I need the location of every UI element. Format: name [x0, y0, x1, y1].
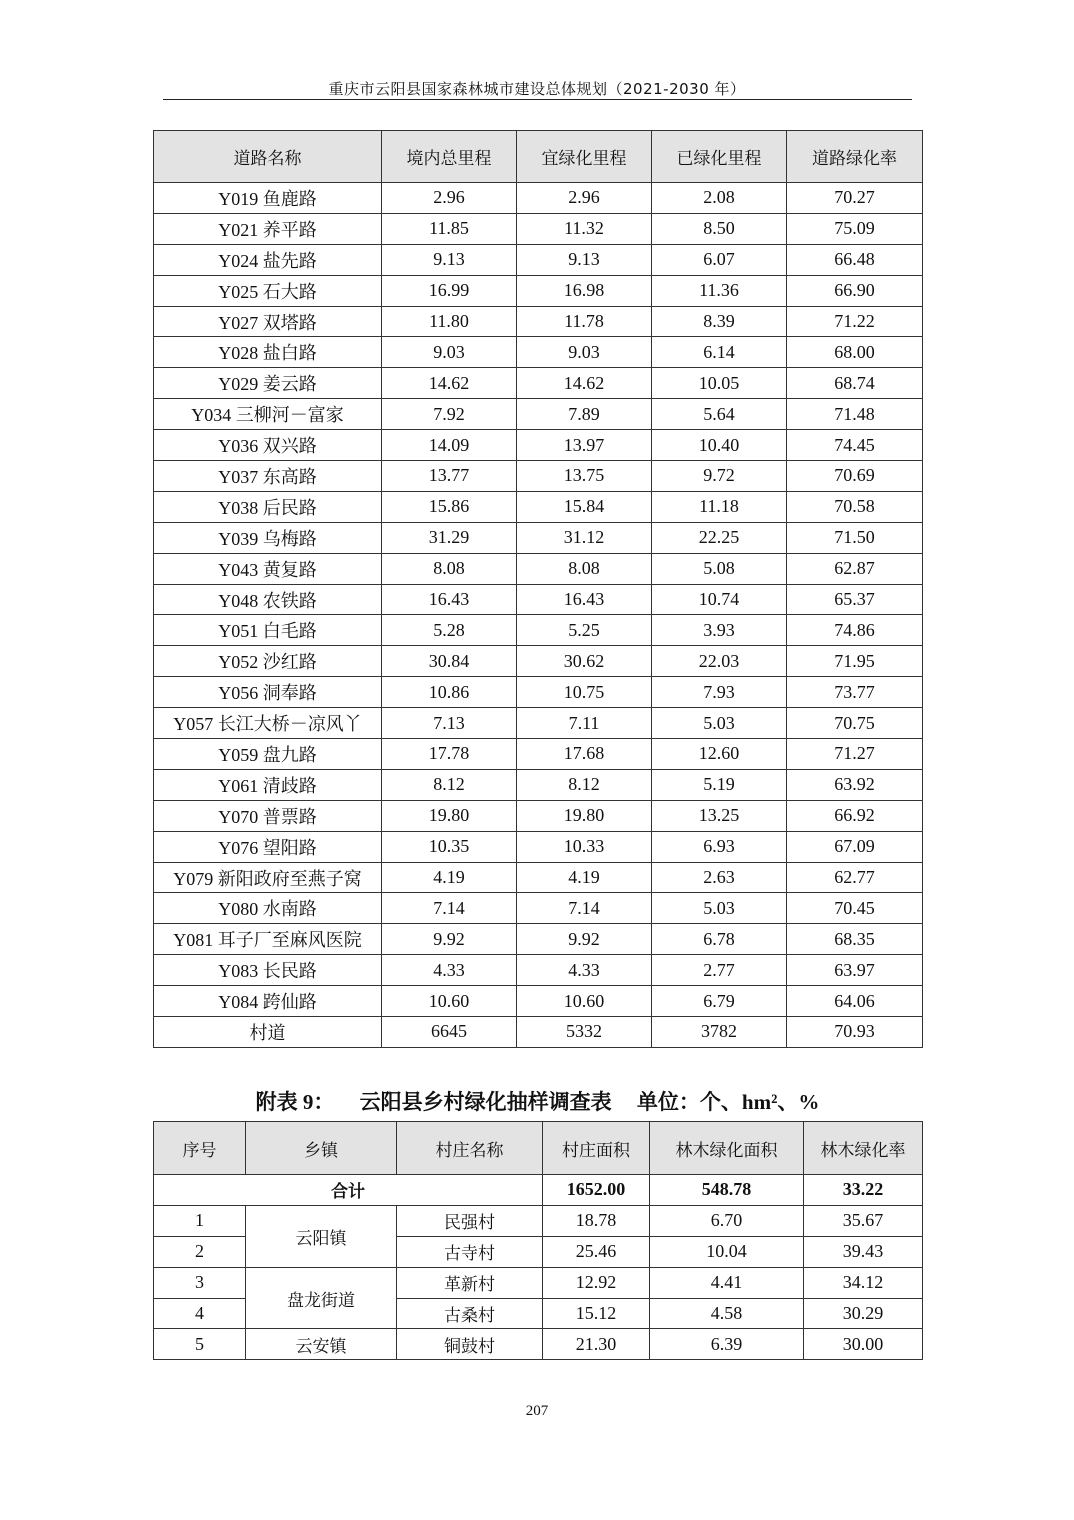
- greened-mileage: 8.39: [652, 306, 787, 337]
- greened-mileage: 6.07: [652, 244, 787, 275]
- header-rule: [163, 99, 912, 100]
- greenable-mileage: 9.92: [517, 924, 652, 955]
- table-row: [154, 646, 923, 677]
- greenable-mileage: 31.12: [517, 522, 652, 553]
- greened-mileage: 10.05: [652, 368, 787, 399]
- total-mileage: 6645: [382, 1017, 517, 1048]
- table-row: [154, 430, 923, 461]
- road-name: Y027 双塔路: [154, 306, 382, 337]
- greenable-mileage: 19.80: [517, 800, 652, 831]
- greening-rate: 74.86: [787, 615, 923, 646]
- road-name: Y037 东高路: [154, 461, 382, 492]
- greenable-mileage: 15.84: [517, 491, 652, 522]
- greened-mileage: 11.18: [652, 491, 787, 522]
- greening-rate: 66.48: [787, 244, 923, 275]
- total-row: [154, 1175, 923, 1206]
- table-row: [154, 522, 923, 553]
- greened-mileage: 5.03: [652, 708, 787, 739]
- greenable-mileage: 2.96: [517, 183, 652, 214]
- column-header: 已绿化里程: [652, 131, 787, 183]
- table-row: [154, 955, 923, 986]
- village-area: 18.78: [543, 1205, 650, 1236]
- column-header: 林木绿化面积: [650, 1122, 804, 1175]
- greenable-mileage: 16.43: [517, 584, 652, 615]
- green-rate: 34.12: [804, 1267, 923, 1298]
- green-rate: 30.00: [804, 1329, 923, 1360]
- column-header: 宜绿化里程: [517, 131, 652, 183]
- greenable-mileage: 10.75: [517, 677, 652, 708]
- greenable-mileage: 13.75: [517, 461, 652, 492]
- total-mileage: 2.96: [382, 183, 517, 214]
- greening-rate: 63.92: [787, 769, 923, 800]
- greening-rate: 71.22: [787, 306, 923, 337]
- greened-mileage: 5.19: [652, 769, 787, 800]
- greened-mileage: 7.93: [652, 677, 787, 708]
- greening-rate: 71.50: [787, 522, 923, 553]
- caption-label: 附表 9：: [255, 1090, 335, 1114]
- village-name: 古桑村: [397, 1298, 543, 1329]
- greening-rate: 70.58: [787, 491, 923, 522]
- table-row: [154, 677, 923, 708]
- total-mileage: 9.13: [382, 244, 517, 275]
- greened-mileage: 5.64: [652, 399, 787, 430]
- table-row: [154, 461, 923, 492]
- greening-rate: 68.35: [787, 924, 923, 955]
- greenable-mileage: 9.13: [517, 244, 652, 275]
- total-mileage: 11.85: [382, 213, 517, 244]
- column-header: 序号: [154, 1122, 246, 1175]
- column-header: 村庄面积: [543, 1122, 650, 1175]
- greenable-mileage: 5332: [517, 1017, 652, 1048]
- road-name: Y061 清歧路: [154, 769, 382, 800]
- road-name: Y038 后民路: [154, 491, 382, 522]
- village-area: 15.12: [543, 1298, 650, 1329]
- total-mileage: 10.35: [382, 831, 517, 862]
- greenable-mileage: 16.98: [517, 275, 652, 306]
- road-name: Y029 姜云路: [154, 368, 382, 399]
- greenable-mileage: 14.62: [517, 368, 652, 399]
- total-mileage: 16.99: [382, 275, 517, 306]
- column-header: 境内总里程: [382, 131, 517, 183]
- town-cell: 云阳镇: [246, 1205, 397, 1267]
- caption-unit: 单位：个、hm²、%: [636, 1090, 820, 1114]
- village-area: 12.92: [543, 1267, 650, 1298]
- village-area: 21.30: [543, 1329, 650, 1360]
- table-row: [154, 553, 923, 584]
- table-header-row: [154, 131, 923, 183]
- total-area: 1652.00: [543, 1175, 650, 1206]
- greenable-mileage: 11.78: [517, 306, 652, 337]
- total-mileage: 7.92: [382, 399, 517, 430]
- table-row: [154, 615, 923, 646]
- road-name: Y025 石大路: [154, 275, 382, 306]
- road-name: Y076 望阳路: [154, 831, 382, 862]
- table-row: [154, 862, 923, 893]
- row-number: 5: [154, 1329, 246, 1360]
- table-row: [154, 337, 923, 368]
- greening-rate: 62.77: [787, 862, 923, 893]
- row-number: 3: [154, 1267, 246, 1298]
- total-mileage: 4.33: [382, 955, 517, 986]
- town-cell: 盘龙街道: [246, 1267, 397, 1329]
- greening-rate: 68.74: [787, 368, 923, 399]
- greened-mileage: 3782: [652, 1017, 787, 1048]
- greening-rate: 71.48: [787, 399, 923, 430]
- column-header: 林木绿化率: [804, 1122, 923, 1175]
- greened-mileage: 3.93: [652, 615, 787, 646]
- caption-title: 云阳县乡村绿化抽样调查表: [359, 1090, 612, 1114]
- greening-rate: 64.06: [787, 986, 923, 1017]
- road-name: Y048 农铁路: [154, 584, 382, 615]
- table-row: [154, 244, 923, 275]
- greening-rate: 71.95: [787, 646, 923, 677]
- greened-mileage: 2.08: [652, 183, 787, 214]
- greening-rate: 68.00: [787, 337, 923, 368]
- greened-mileage: 2.63: [652, 862, 787, 893]
- greening-rate: 73.77: [787, 677, 923, 708]
- table-row: [154, 800, 923, 831]
- table-row: [154, 924, 923, 955]
- greenable-mileage: 7.11: [517, 708, 652, 739]
- greened-mileage: 8.50: [652, 213, 787, 244]
- total-mileage: 7.13: [382, 708, 517, 739]
- greenable-mileage: 5.25: [517, 615, 652, 646]
- table-row: [154, 275, 923, 306]
- column-header: 村庄名称: [397, 1122, 543, 1175]
- total-mileage: 10.60: [382, 986, 517, 1017]
- total-green-area: 548.78: [650, 1175, 804, 1206]
- table-row: [154, 1267, 923, 1298]
- total-mileage: 15.86: [382, 491, 517, 522]
- greening-rate: 71.27: [787, 739, 923, 770]
- total-mileage: 7.14: [382, 893, 517, 924]
- greening-rate: 75.09: [787, 213, 923, 244]
- greened-mileage: 22.25: [652, 522, 787, 553]
- greened-mileage: 13.25: [652, 800, 787, 831]
- table-row: [154, 1205, 923, 1236]
- greenable-mileage: 10.60: [517, 986, 652, 1017]
- total-mileage: 30.84: [382, 646, 517, 677]
- greening-rate: 70.27: [787, 183, 923, 214]
- village-name: 古寺村: [397, 1236, 543, 1267]
- row-number: 2: [154, 1236, 246, 1267]
- green-area: 6.39: [650, 1329, 804, 1360]
- town-cell: 云安镇: [246, 1329, 397, 1360]
- road-name: Y070 普票路: [154, 800, 382, 831]
- row-number: 4: [154, 1298, 246, 1329]
- greened-mileage: 6.78: [652, 924, 787, 955]
- road-name: Y024 盐先路: [154, 244, 382, 275]
- table-row: [154, 831, 923, 862]
- greened-mileage: 10.40: [652, 430, 787, 461]
- total-rate: 33.22: [804, 1175, 923, 1206]
- greening-rate: 70.69: [787, 461, 923, 492]
- road-name: Y056 洞奉路: [154, 677, 382, 708]
- village-greening-table: [153, 1121, 923, 1360]
- total-mileage: 4.19: [382, 862, 517, 893]
- total-mileage: 10.86: [382, 677, 517, 708]
- greened-mileage: 12.60: [652, 739, 787, 770]
- greening-rate: 62.87: [787, 553, 923, 584]
- greenable-mileage: 4.33: [517, 955, 652, 986]
- document-header-title: 重庆市云阳县国家森林城市建设总体规划（2021-2030 年）: [328, 80, 746, 98]
- village-name: 民强村: [397, 1205, 543, 1236]
- greening-rate: 63.97: [787, 955, 923, 986]
- total-label: 合计: [154, 1175, 543, 1206]
- greenable-mileage: 13.97: [517, 430, 652, 461]
- green-area: 4.58: [650, 1298, 804, 1329]
- greenable-mileage: 8.12: [517, 769, 652, 800]
- total-mileage: 14.09: [382, 430, 517, 461]
- greening-rate: 66.90: [787, 275, 923, 306]
- greening-rate: 66.92: [787, 800, 923, 831]
- greening-rate: 70.45: [787, 893, 923, 924]
- greened-mileage: 5.08: [652, 553, 787, 584]
- road-name: Y019 鱼鹿路: [154, 183, 382, 214]
- road-name: Y051 白毛路: [154, 615, 382, 646]
- table-row: [154, 1329, 923, 1360]
- road-name: Y081 耳子厂至麻风医院: [154, 924, 382, 955]
- row-number: 1: [154, 1205, 246, 1236]
- total-mileage: 9.92: [382, 924, 517, 955]
- total-mileage: 17.78: [382, 739, 517, 770]
- greened-mileage: 6.79: [652, 986, 787, 1017]
- table-row: [154, 399, 923, 430]
- greening-rate: 67.09: [787, 831, 923, 862]
- page-number: 207: [525, 1403, 549, 1419]
- total-mileage: 8.12: [382, 769, 517, 800]
- table-row: [154, 213, 923, 244]
- greened-mileage: 11.36: [652, 275, 787, 306]
- table-row: [154, 584, 923, 615]
- road-greening-table: [153, 130, 923, 1048]
- greening-rate: 65.37: [787, 584, 923, 615]
- road-name: Y028 盐白路: [154, 337, 382, 368]
- total-mileage: 19.80: [382, 800, 517, 831]
- total-mileage: 14.62: [382, 368, 517, 399]
- total-mileage: 9.03: [382, 337, 517, 368]
- road-name: Y036 双兴路: [154, 430, 382, 461]
- total-mileage: 31.29: [382, 522, 517, 553]
- village-table-caption: [153, 1086, 922, 1116]
- table-row: [154, 986, 923, 1017]
- greened-mileage: 9.72: [652, 461, 787, 492]
- greened-mileage: 22.03: [652, 646, 787, 677]
- road-name: Y039 乌梅路: [154, 522, 382, 553]
- table-row: [154, 491, 923, 522]
- greenable-mileage: 7.89: [517, 399, 652, 430]
- village-name: 铜鼓村: [397, 1329, 543, 1360]
- total-mileage: 13.77: [382, 461, 517, 492]
- table-row: [154, 739, 923, 770]
- table-row: [154, 1017, 923, 1048]
- total-mileage: 16.43: [382, 584, 517, 615]
- greenable-mileage: 9.03: [517, 337, 652, 368]
- greening-rate: 74.45: [787, 430, 923, 461]
- road-name: Y059 盘九路: [154, 739, 382, 770]
- green-area: 4.41: [650, 1267, 804, 1298]
- greenable-mileage: 4.19: [517, 862, 652, 893]
- greened-mileage: 6.14: [652, 337, 787, 368]
- road-name: Y083 长民路: [154, 955, 382, 986]
- green-rate: 35.67: [804, 1205, 923, 1236]
- green-rate: 30.29: [804, 1298, 923, 1329]
- road-name: Y034 三柳河－富家: [154, 399, 382, 430]
- greened-mileage: 6.93: [652, 831, 787, 862]
- greenable-mileage: 17.68: [517, 739, 652, 770]
- table-row: [154, 306, 923, 337]
- total-mileage: 8.08: [382, 553, 517, 584]
- green-area: 6.70: [650, 1205, 804, 1236]
- total-mileage: 11.80: [382, 306, 517, 337]
- greenable-mileage: 7.14: [517, 893, 652, 924]
- village-name: 革新村: [397, 1267, 543, 1298]
- greening-rate: 70.93: [787, 1017, 923, 1048]
- greened-mileage: 10.74: [652, 584, 787, 615]
- greenable-mileage: 10.33: [517, 831, 652, 862]
- road-name: Y079 新阳政府至燕子窝: [154, 862, 382, 893]
- total-mileage: 5.28: [382, 615, 517, 646]
- table-row: [154, 368, 923, 399]
- green-area: 10.04: [650, 1236, 804, 1267]
- greening-rate: 70.75: [787, 708, 923, 739]
- road-name: Y084 跨仙路: [154, 986, 382, 1017]
- greened-mileage: 5.03: [652, 893, 787, 924]
- greenable-mileage: 30.62: [517, 646, 652, 677]
- column-header: 乡镇: [246, 1122, 397, 1175]
- column-header: 道路名称: [154, 131, 382, 183]
- road-name: 村道: [154, 1017, 382, 1048]
- table-row: [154, 708, 923, 739]
- greenable-mileage: 11.32: [517, 213, 652, 244]
- green-rate: 39.43: [804, 1236, 923, 1267]
- table-row: [154, 893, 923, 924]
- road-name: Y057 长江大桥－凉风丫: [154, 708, 382, 739]
- road-name: Y052 沙红路: [154, 646, 382, 677]
- table-row: [154, 183, 923, 214]
- road-name: Y021 养平路: [154, 213, 382, 244]
- village-area: 25.46: [543, 1236, 650, 1267]
- greenable-mileage: 8.08: [517, 553, 652, 584]
- column-header: 道路绿化率: [787, 131, 923, 183]
- table-header-row: [154, 1122, 923, 1175]
- road-name: Y080 水南路: [154, 893, 382, 924]
- table-row: [154, 769, 923, 800]
- road-name: Y043 黄复路: [154, 553, 382, 584]
- greened-mileage: 2.77: [652, 955, 787, 986]
